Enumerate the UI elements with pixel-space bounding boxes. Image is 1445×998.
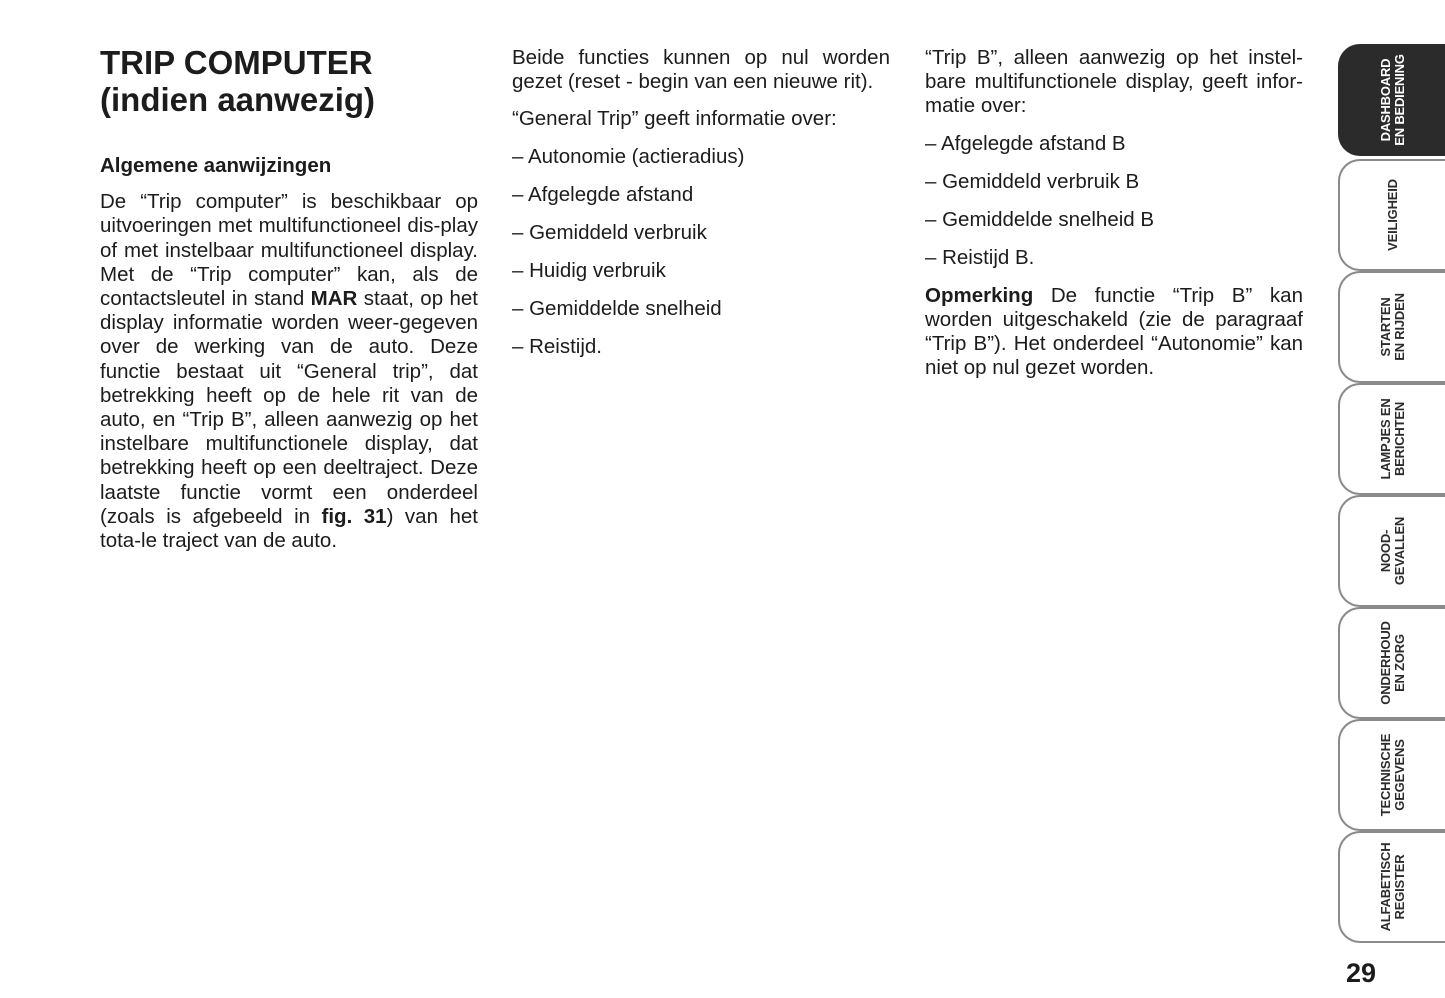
section-title: [100, 44, 478, 118]
column-left: [100, 44, 478, 553]
list-item: – Gemiddeld verbruik: [512, 221, 707, 245]
note-label: Opmerking: [925, 283, 1034, 307]
tab-label-line: EN RIJDEN: [1391, 293, 1407, 361]
intro-text-a: De “Trip computer” is beschikbaar op uitvoeringen met multifunctioneel dis-play of met instelbaar multifunctioneel display. Met de “Trip computer” kan, als de contactsleutel in stand: [100, 190, 478, 311]
tab-lampjes[interactable]: [1338, 383, 1445, 495]
trip-b-list: [925, 132, 1303, 270]
tab-label: [1379, 843, 1407, 932]
tab-label: [1379, 517, 1407, 585]
trip-b-intro: “Trip B”, alleen aanwezig op het instel-bare multifunctionele display, geeft infor-matie over:: [925, 46, 1303, 118]
tab-label-line: BERICHTEN: [1391, 401, 1407, 477]
tab-label-line: VEILIGHEID: [1384, 179, 1400, 251]
list-item: – Gemiddeld verbruik B: [925, 169, 1140, 193]
tab-label: [1379, 293, 1407, 361]
title-line-2: (indien aanwezig): [100, 81, 376, 118]
mar-keyword: MAR: [310, 287, 358, 311]
list-item: – Huidig verbruik: [512, 259, 666, 283]
list-item: – Autonomie (actieradius): [512, 145, 745, 169]
tab-label: [1379, 621, 1407, 704]
tab-label-line: EN ZORG: [1391, 634, 1407, 692]
intro-text-c: ) van het tota-le traject van de auto.: [100, 504, 478, 553]
tab-label-line: TECHNISCHE: [1377, 733, 1393, 817]
list-item: – Gemiddelde snelheid: [512, 297, 722, 321]
list-item: – Reistijd.: [512, 335, 603, 359]
tab-label-line: DASHBOARD: [1377, 58, 1393, 142]
list-item: – Afgelegde afstand: [512, 183, 694, 207]
general-trip-intro: “General Trip” geeft informatie over:: [512, 107, 837, 131]
tab-label-line: EN BEDIENING: [1391, 54, 1407, 146]
intro-paragraph: [100, 190, 478, 553]
tab-label: [1379, 734, 1407, 817]
tab-label-line: GEVALLEN: [1391, 516, 1407, 586]
list-item: – Reistijd B.: [925, 245, 1035, 269]
tab-label-line: ONDERHOUD: [1377, 621, 1393, 705]
list-item: – Afgelegde afstand B: [925, 131, 1126, 155]
column-middle: [512, 46, 890, 373]
note-paragraph: [925, 284, 1303, 381]
intro-text-b: staat, op het display informatie worden weer-gegeven over de werking van de auto. Deze functie bestaat uit “General trip”, dat betrekking heeft op de hele rit van de auto, en “Trip B”, alleen aanwezig op het instelbare multifunctionele display, dat betrekking heeft op een deeltraject. Deze laatste functie vormt een onderdeel (zoals is afgebeeld in: [100, 287, 479, 528]
tab-noodgevallen[interactable]: [1338, 495, 1445, 607]
tab-label-line: STARTEN: [1377, 297, 1393, 357]
subheading: Algemene aanwijzingen: [100, 154, 332, 177]
tab-label: [1386, 179, 1400, 251]
tab-veiligheid[interactable]: [1338, 159, 1445, 271]
tab-label: [1379, 398, 1407, 479]
tab-technische[interactable]: [1338, 719, 1445, 831]
tab-onderhoud[interactable]: [1338, 607, 1445, 719]
tab-dashboard[interactable]: [1338, 44, 1445, 156]
tab-label: [1379, 54, 1407, 146]
list-item: – Gemiddelde snelheid B: [925, 207, 1155, 231]
tab-starten[interactable]: [1338, 271, 1445, 383]
page-number: 29: [1346, 958, 1377, 988]
tab-label-line: GEGEVENS: [1391, 739, 1407, 811]
note-text: De functie “Trip B” kan worden uitgeschakeld (zie de paragraaf “Trip B”). Het onderdeel “Autonomie” kan niet op nul gezet worden.: [925, 283, 1303, 380]
reset-paragraph: Beide functies kunnen op nul worden gezet (reset - begin van een nieuwe rit).: [512, 46, 890, 94]
tab-label-line: ALFABETISCH: [1377, 842, 1393, 932]
title-line-1: TRIP COMPUTER: [100, 44, 373, 81]
tab-register[interactable]: [1338, 831, 1445, 943]
column-right: [925, 46, 1303, 380]
tab-label-line: NOOD-: [1377, 529, 1393, 573]
tab-label-line: LAMPJES EN: [1377, 398, 1393, 480]
figure-reference[interactable]: fig. 31: [321, 504, 387, 528]
tab-label-line: REGISTER: [1391, 854, 1407, 920]
general-trip-list: [512, 145, 890, 359]
